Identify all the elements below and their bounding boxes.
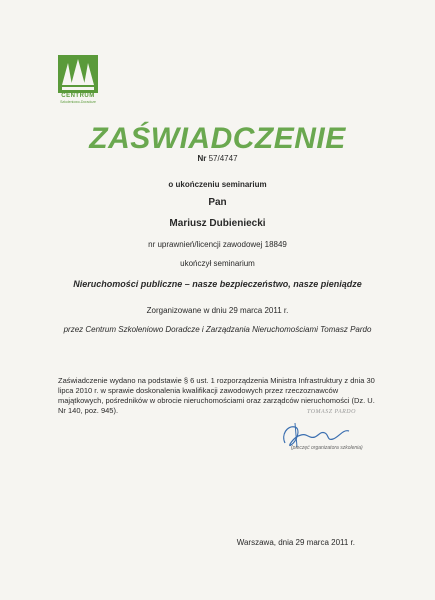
seminar-title: Nieruchomości publiczne – nasze bezpieczeństwo, nasze pieniądze <box>73 279 362 289</box>
completion-text: o ukończeniu seminarium <box>168 180 267 189</box>
certificate-number <box>0 154 435 163</box>
signature-block <box>265 405 375 465</box>
document-title: ZAŚWIADCZENIE <box>89 122 346 155</box>
logo-caption: CENTRUM <box>61 93 95 99</box>
organized-date: Zorganizowane w dniu 29 marca 2011 r. <box>146 306 289 315</box>
signatory-name: TOMASZ PARDO <box>307 409 356 415</box>
salutation: Pan <box>208 197 227 208</box>
number-value: 57/4747 <box>208 154 238 163</box>
logo-subcaption: Szkoleniowo-Doradcze <box>60 100 96 104</box>
number-label: Nr <box>197 154 207 163</box>
license-number: nr uprawnień/licencji zawodowej 18849 <box>148 240 287 249</box>
signature-label: (pieczęć organizatora szkolenia) <box>291 445 363 451</box>
participant-name: Mariusz Dubieniecki <box>169 218 266 229</box>
completed-text: ukończył seminarium <box>180 259 255 268</box>
legal-basis: Zaświadczenie wydano na podstawie § 6 ust. 1 rozporządzenia Ministra Infrastruktury z dnia 30 lipca 2010 r. w sprawie doskonalenia kwalifikacji zawodowych przez rzeczoznawców majątkowych, pośredników w obrocie nieruchomościami oraz zarządców nieruchomości (Dz. U. Nr 140, poz. 945). <box>58 376 375 415</box>
organizer: przez Centrum Szkoleniowo Doradcze i Zarządzania Nieruchomościami Tomasz Pardo <box>63 325 372 334</box>
centrum-logo-icon <box>58 55 98 93</box>
place-and-date: Warszawa, dnia 29 marca 2011 r. <box>236 538 355 547</box>
